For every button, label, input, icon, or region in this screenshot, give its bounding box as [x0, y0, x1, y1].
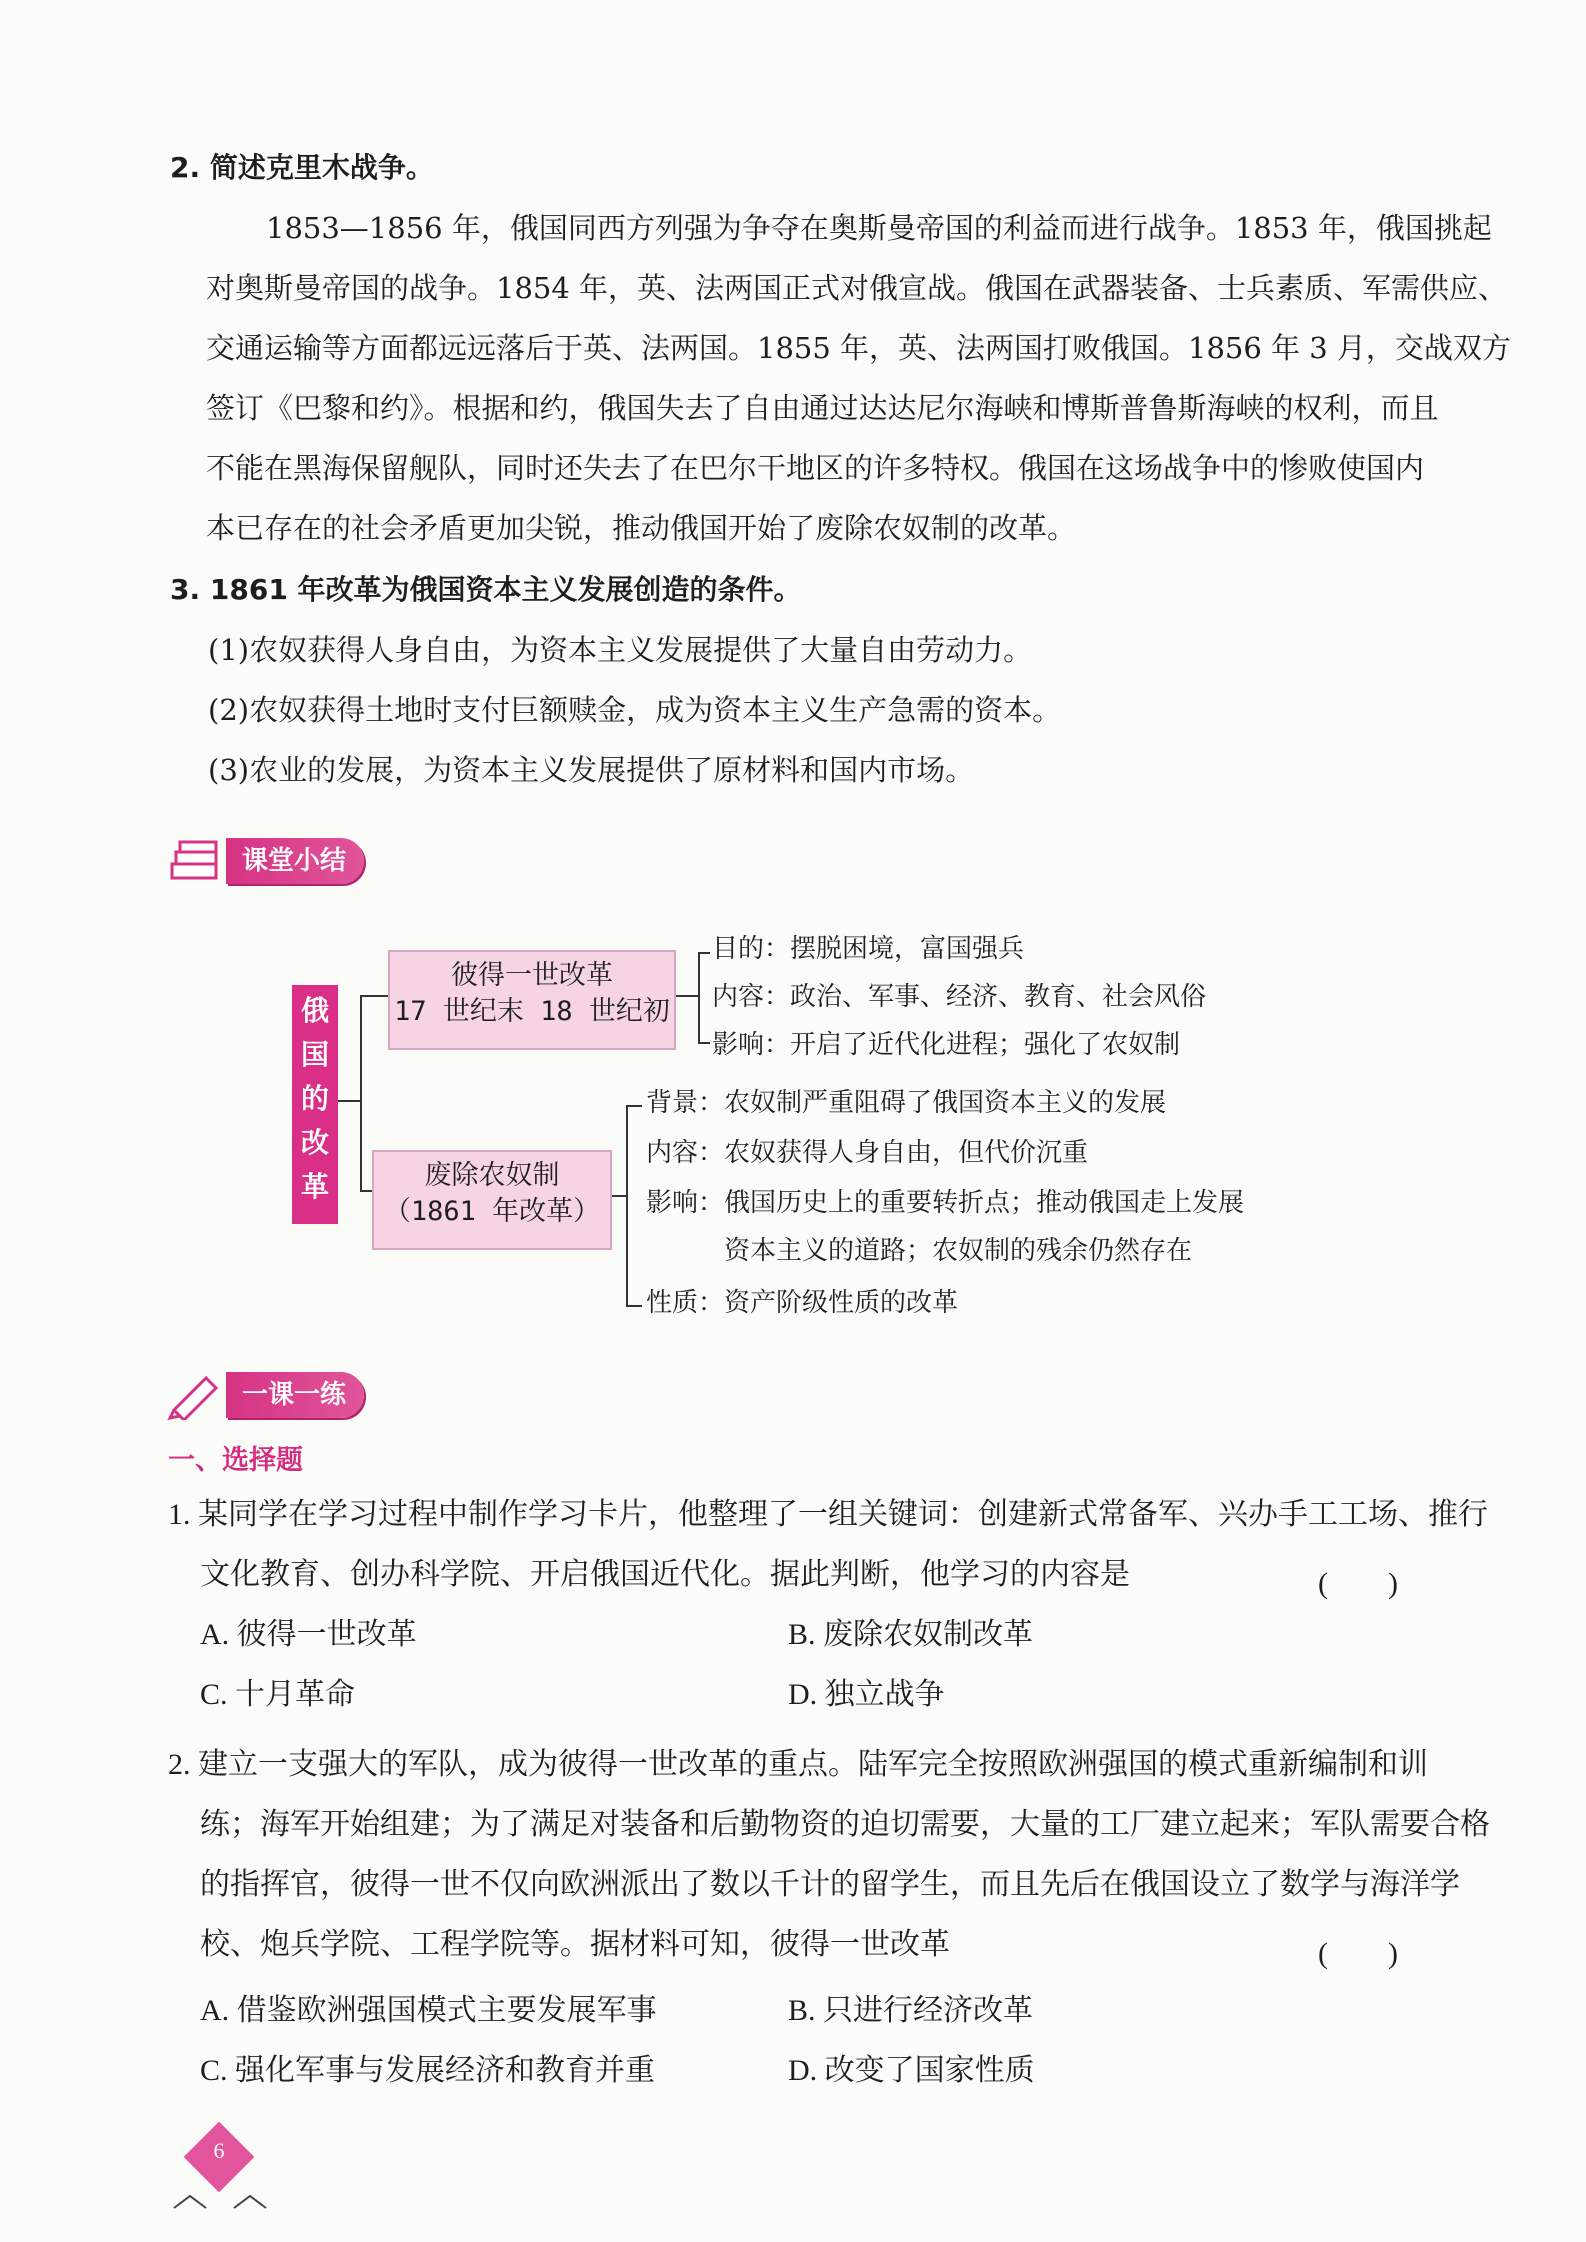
paragraph-line: 交通运输等方面都远远落后于英、法两国。1855 年，英、法两国打败俄国。1856 年 3 月，交战双方	[206, 331, 1511, 365]
connector	[360, 995, 362, 1190]
answer-blank[interactable]: ( )	[1318, 1567, 1398, 1600]
mindmap-root: 俄 国 的 改 革	[292, 985, 338, 1224]
page-number: 6	[213, 2138, 225, 2163]
question-line: 文化教育、创办科学院、开启俄国近代化。据此判断，他学习的内容是	[200, 1558, 1130, 1591]
option-a[interactable]: A. 借鉴欧洲强国模式主要发展军事	[200, 1994, 657, 2027]
question-line: 校、炮兵学院、工程学院等。据材料可知，彼得一世改革	[200, 1928, 950, 1961]
pencil-icon	[166, 1370, 226, 1420]
connector	[612, 1195, 626, 1197]
connector	[360, 995, 390, 997]
serf-item: 内容：农奴获得人身自由，但代价沉重	[646, 1138, 1089, 1168]
peter-reform-box: 彼得一世改革 17 世纪末 18 世纪初	[388, 950, 676, 1050]
connector	[676, 995, 698, 997]
peter-item: 内容：政治、军事、经济、教育、社会风俗	[712, 982, 1207, 1012]
section-title: 一、选择题	[168, 1445, 303, 1476]
question-line: 2. 建立一支强大的军队，成为彼得一世改革的重点。陆军完全按照欧洲强国的模式重新编制和训	[168, 1748, 1428, 1781]
q3-heading: 3. 1861 年改革为俄国资本主义发展创造的条件。	[170, 573, 802, 606]
option-d[interactable]: D. 改变了国家性质	[788, 2054, 1035, 2087]
option-a[interactable]: A. 彼得一世改革	[200, 1618, 417, 1651]
question-line: 1. 某同学在学习过程中制作学习卡片，他整理了一组关键词：创建新式常备军、兴办手工工场、推行	[168, 1498, 1488, 1531]
serf-item: 性质：资产阶级性质的改革	[646, 1288, 959, 1318]
connector	[338, 1100, 360, 1102]
connector	[698, 952, 710, 954]
option-c[interactable]: C. 强化军事与发展经济和教育并重	[200, 2054, 656, 2087]
paragraph-line: 1853—1856 年，俄国同西方列强为争夺在奥斯曼帝国的利益而进行战争。1853 年，俄国挑起	[266, 211, 1492, 245]
practice-banner: 一课一练	[226, 1372, 364, 1418]
connector	[626, 1105, 642, 1107]
serf-item: 影响：俄国历史上的重要转折点；推动俄国走上发展	[646, 1188, 1245, 1218]
connector	[626, 1305, 642, 1307]
question-line: 练；海军开始组建；为了满足对装备和后勤物资的迫切需要，大量的工厂建立起来；军队需要合格	[200, 1808, 1490, 1841]
peter-item: 影响：开启了近代化进程；强化了农奴制	[712, 1030, 1181, 1060]
connector	[698, 1042, 710, 1044]
q3-point: (1)农奴获得人身自由，为资本主义发展提供了大量自由劳动力。	[208, 633, 1033, 667]
option-c[interactable]: C. 十月革命	[200, 1678, 356, 1711]
chevron-decoration-icon	[170, 2188, 270, 2214]
connector	[626, 1105, 628, 1305]
peter-item: 目的：摆脱困境，富国强兵	[712, 934, 1025, 964]
option-b[interactable]: B. 只进行经济改革	[788, 1994, 1034, 2027]
paragraph-line: 签订《巴黎和约》。根据和约，俄国失去了自由通过达达尼尔海峡和博斯普鲁斯海峡的权利，而且	[206, 391, 1439, 425]
serf-reform-box: 废除农奴制 （1861 年改革）	[372, 1150, 612, 1250]
paragraph-line: 不能在黑海保留舰队，同时还失去了在巴尔干地区的许多特权。俄国在这场战争中的惨败使国内	[206, 451, 1425, 485]
serf-item: 背景：农奴制严重阻碍了俄国资本主义的发展	[646, 1088, 1167, 1118]
q3-point: (3)农业的发展，为资本主义发展提供了原材料和国内市场。	[208, 753, 975, 787]
paragraph-line: 本已存在的社会矛盾更加尖锐，推动俄国开始了废除农奴制的改革。	[206, 511, 1077, 545]
connector	[698, 952, 700, 1042]
summary-banner: 课堂小结	[226, 838, 364, 884]
option-b[interactable]: B. 废除农奴制改革	[788, 1618, 1034, 1651]
serf-item: 资本主义的道路；农奴制的残余仍然存在	[724, 1236, 1193, 1266]
q3-point: (2)农奴获得土地时支付巨额赎金，成为资本主义生产急需的资本。	[208, 693, 1062, 727]
question-line: 的指挥官，彼得一世不仅向欧洲派出了数以千计的留学生，而且先后在俄国设立了数学与海洋学	[200, 1868, 1460, 1901]
answer-blank[interactable]: ( )	[1318, 1937, 1398, 1970]
paragraph-line: 对奥斯曼帝国的战争。1854 年，英、法两国正式对俄宣战。俄国在武器装备、士兵素质、军需供应、	[206, 271, 1508, 305]
books-icon	[168, 840, 228, 886]
q2-heading: 2. 简述克里木战争。	[170, 151, 434, 184]
option-d[interactable]: D. 独立战争	[788, 1678, 945, 1711]
